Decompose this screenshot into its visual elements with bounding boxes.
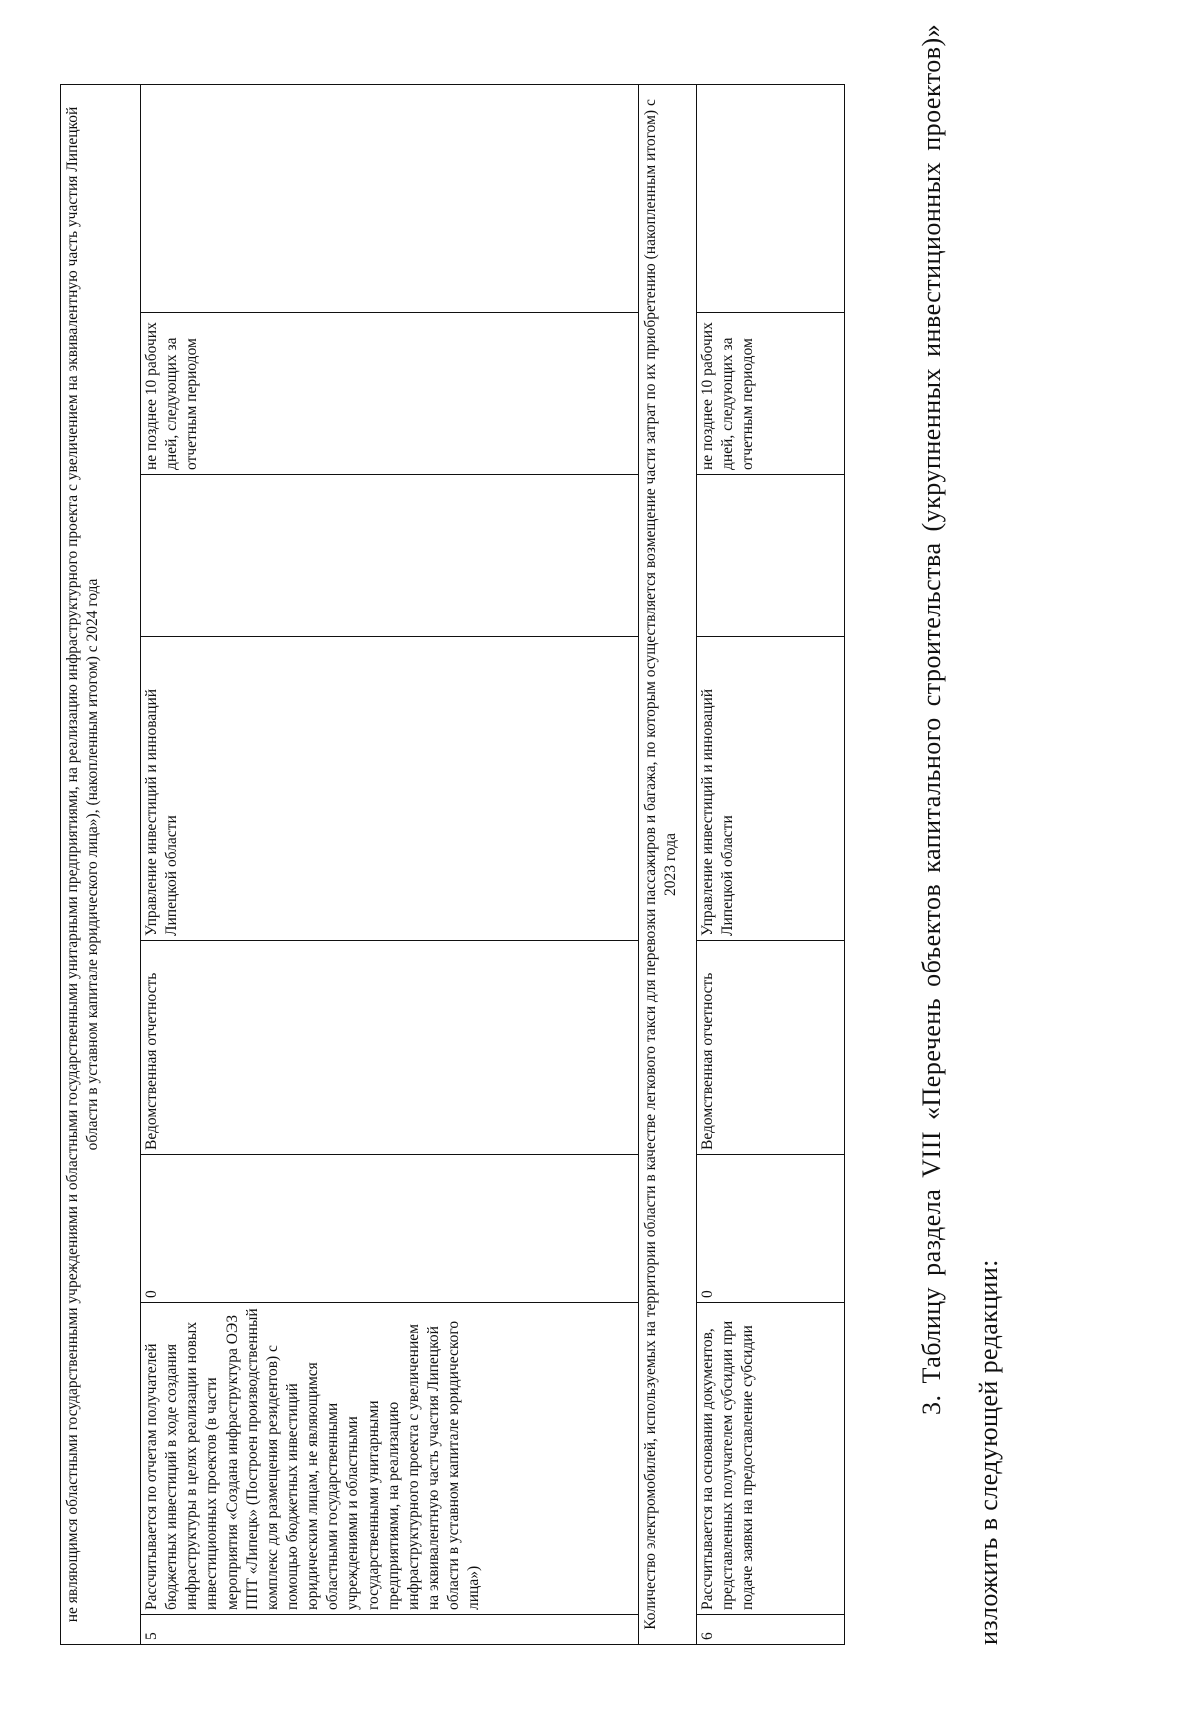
section-heading-text: не являющимся областными государственными учреждениями и областными государственными унитарными предприятиями, на реализацию инфраструктурного проекта с увеличением на эквивалентную часть участия Липецкой области в уставном капитале юридического лица»), (накопленным итогом) с 2024 года xyxy=(61,84,141,1644)
section-heading-text: Количество электромобилей, используемых на территории области в качестве легкового такси для перевозки пассажиров и багажа, по которым осуществляется возмещение части затрат по их приобретению (накопленным итогом) с 2023 года xyxy=(639,84,697,1644)
amendment-paragraph: 3. Таблицу раздела VIII «Перечень объектов капитального строительства (укрупненных инвестиционных проектов)» xyxy=(917,23,946,1415)
note-cell xyxy=(141,84,639,312)
data-source: Ведомственная отчетность xyxy=(697,941,845,1155)
empty-cell xyxy=(697,475,845,637)
calculation-description: Рассчитывается по отчетам получателей бюджетных инвестиций в ходе создания инфраструктуры в целях реализации новых инвестиционных проектов (в части мероприятия «Создана инфраструктура ОЭЗ ППТ «Липецк» (Построен производственный комплекс для размещения резидентов) с помощью бюджетных инвестиций юридическим лицам, не являющимся областными государственными учреждениями и областными государственными унитарными предприятиями, на реализацию инфраструктурного проекта с увеличением на эквивалентную часть участия Липецкой области в уставном капитале юридического лица») xyxy=(141,1303,639,1615)
base-value: 0 xyxy=(141,1155,639,1303)
row-number: 5 xyxy=(141,1615,639,1645)
responsible-body: Управление инвестиций и инноваций Липецкой области xyxy=(697,637,845,941)
amendment-paragraph-continuation: изложить в следующей редакции: xyxy=(974,1259,1003,1645)
section-heading-row xyxy=(61,84,141,1644)
submission-deadline: не позднее 10 рабочих дней, следующих за отчетным периодом xyxy=(697,313,845,475)
row-number: 6 xyxy=(697,1615,845,1645)
base-value: 0 xyxy=(697,1155,845,1303)
table-row xyxy=(141,84,639,1644)
empty-cell xyxy=(141,475,639,637)
indicators-table xyxy=(60,84,845,1645)
section-heading-row xyxy=(639,84,697,1644)
calculation-description: Рассчитывается на основании документов, представленных получателем субсидии при подаче заявки на предоставление субсидии xyxy=(697,1303,845,1615)
submission-deadline: не позднее 10 рабочих дней, следующих за отчетным периодом xyxy=(141,313,639,475)
responsible-body: Управление инвестиций и инноваций Липецкой области xyxy=(141,637,639,941)
note-cell xyxy=(697,84,845,312)
data-source: Ведомственная отчетность xyxy=(141,941,639,1155)
table-row xyxy=(697,84,845,1644)
rotated-document-page xyxy=(60,23,1140,1645)
